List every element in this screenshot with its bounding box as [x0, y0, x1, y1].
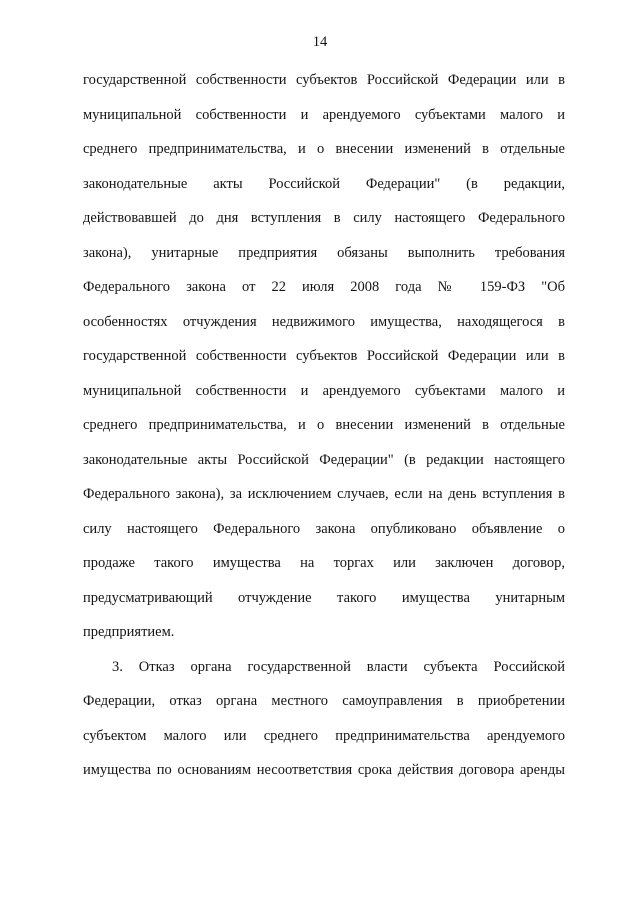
text-line: Федерального закона от 22 июля 2008 года № 159-ФЗ "Об [83, 279, 565, 295]
paragraph-3 [83, 650, 565, 788]
text-line: Федерации, отказ органа местного самоуправления в приобретении [83, 693, 565, 709]
paragraph-continued [83, 63, 565, 650]
text-line-paragraph-start: 3. Отказ органа государственной власти субъекта Российской [112, 658, 565, 675]
document-body [83, 63, 565, 788]
text-line: предусматривающий отчуждение такого имущества унитарным [83, 589, 565, 606]
text-line: особенностях отчуждения недвижимого имущества, находящегося в [83, 313, 565, 330]
text-line: действовавшей до дня вступления в силу настоящего Федерального [83, 210, 565, 226]
text-line-paragraph-end: предприятием. [83, 624, 175, 640]
text-line: государственной собственности субъектов Российской Федерации или в [83, 348, 565, 364]
text-line: государственной собственности субъектов Российской Федерации или в [83, 72, 565, 88]
page-number: 14 [312, 34, 328, 50]
text-line: силу настоящего Федерального закона опубликовано объявление о [83, 520, 565, 537]
text-line: продаже такого имущества на торгах или заключен договор, [83, 555, 565, 571]
text-line: муниципальной собственности и арендуемого субъектами малого и [83, 106, 565, 123]
text-line: муниципальной собственности и арендуемого субъектами малого и [83, 382, 565, 399]
text-line: субъектом малого или среднего предпринимательства арендуемого [83, 727, 565, 744]
text-line: законодательные акты Российской Федерации" (в редакции настоящего [83, 451, 565, 468]
text-line: Федерального закона), за исключением случаев, если на день вступления в [83, 486, 565, 502]
text-line: среднего предпринимательства, и о внесении изменений в отдельные [83, 417, 565, 433]
text-line: законодательные акты Российской Федерации" (в редакции, [83, 175, 565, 192]
text-line: среднего предпринимательства, и о внесении изменений в отдельные [83, 141, 565, 157]
text-line: закона), унитарные предприятия обязаны выполнить требования [83, 244, 565, 261]
text-line: имущества по основаниям несоответствия срока действия договора аренды [83, 762, 565, 778]
